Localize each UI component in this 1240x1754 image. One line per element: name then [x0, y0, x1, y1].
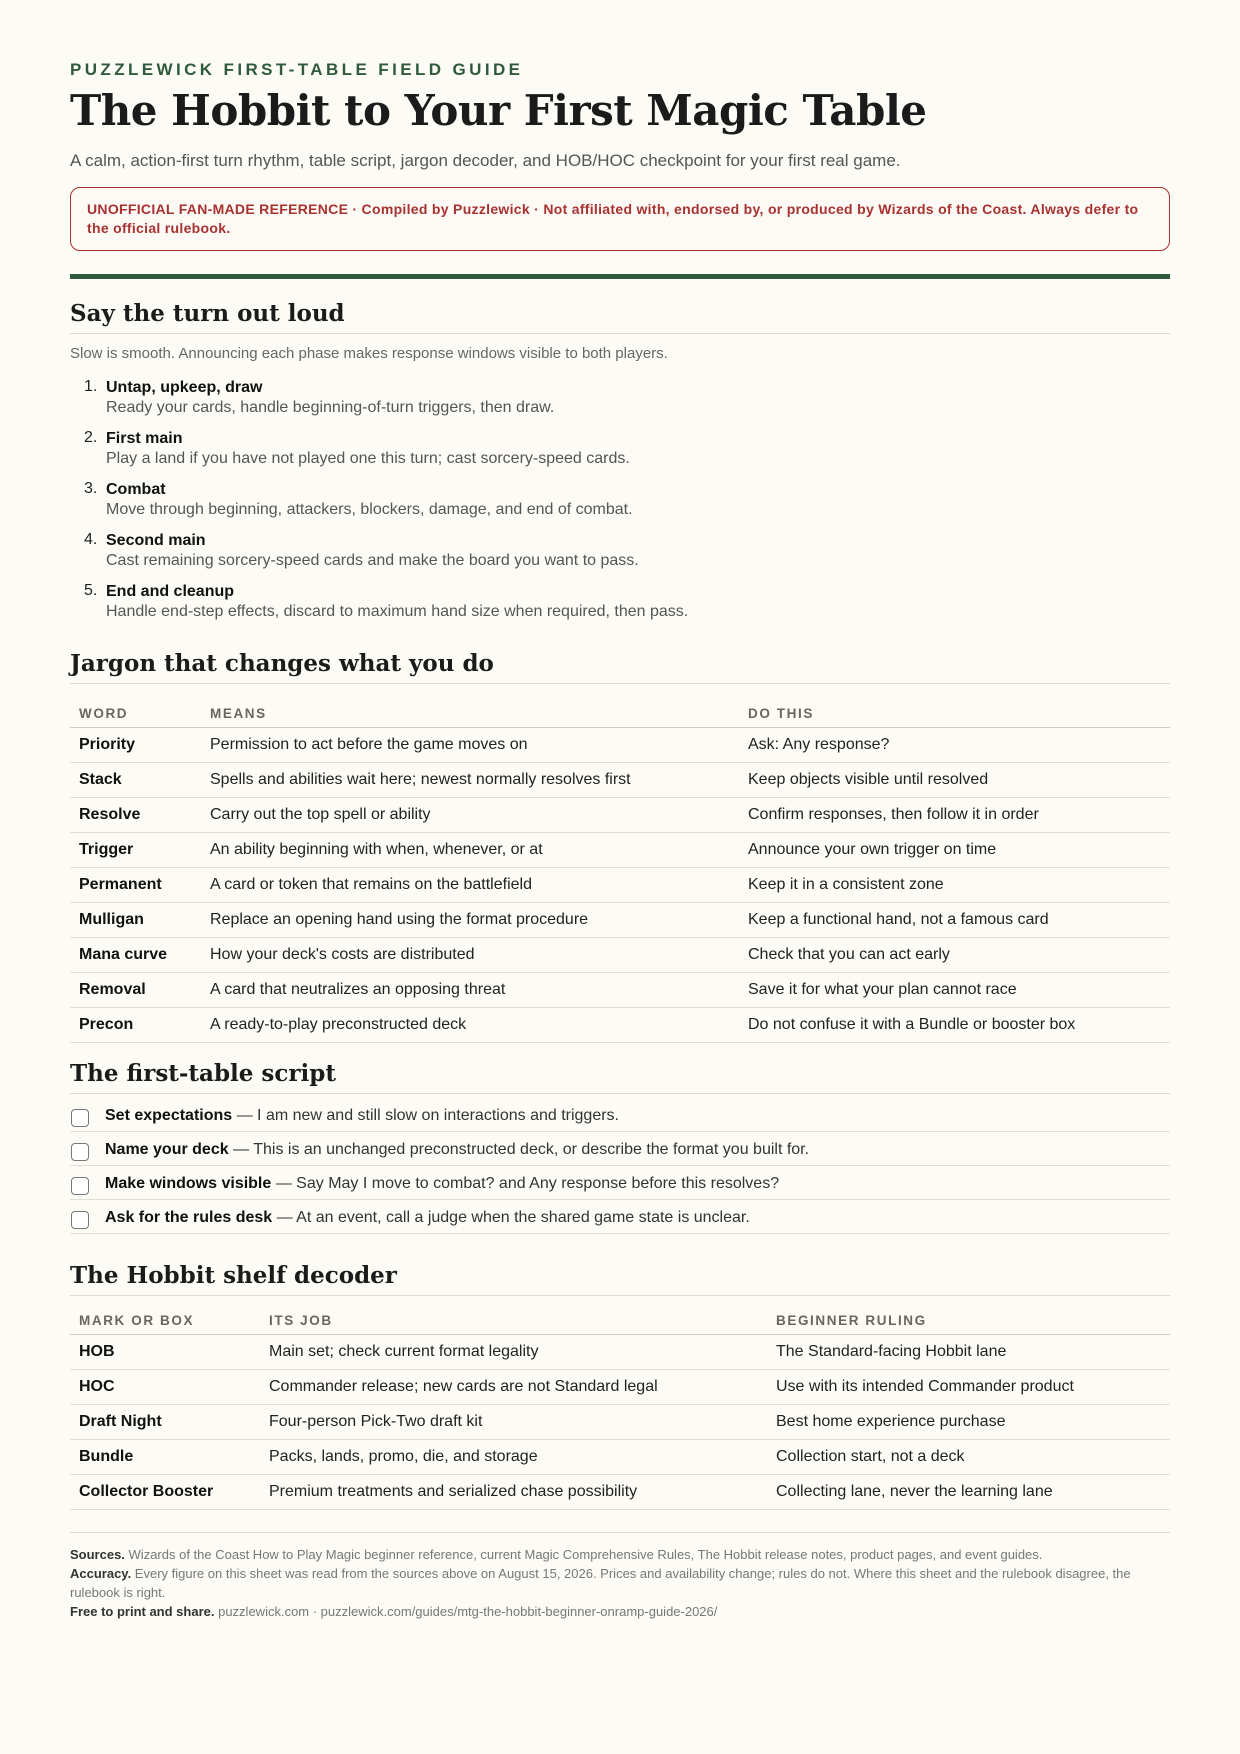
ruling-cell: Use with its intended Commander product: [767, 1369, 1170, 1404]
checklist-label: Make windows visible: [105, 1175, 272, 1192]
checklist-label: Set expectations: [105, 1107, 233, 1124]
ruling-cell: Best home experience purchase: [767, 1404, 1170, 1439]
job-cell: Four-person Pick-Two draft kit: [260, 1404, 767, 1439]
step-number: 2.: [84, 429, 98, 446]
turn-heading: Say the turn out loud: [70, 300, 1170, 334]
action-cell: Keep it in a consistent zone: [739, 867, 1170, 902]
shelf-heading: The Hobbit shelf decoder: [70, 1262, 1170, 1296]
term-cell: Stack: [70, 762, 201, 797]
checkbox[interactable]: [71, 1177, 89, 1195]
turn-step: [84, 378, 688, 429]
step-number: 5.: [84, 582, 98, 599]
job-cell: Packs, lands, promo, die, and storage: [260, 1439, 767, 1474]
step-title: Untap, upkeep, draw: [106, 379, 263, 396]
mark-cell: Bundle: [70, 1439, 260, 1474]
job-cell: Premium treatments and serialized chase possibility: [260, 1474, 767, 1509]
action-cell: Ask: Any response?: [739, 727, 1170, 762]
meaning-cell: Replace an opening hand using the format procedure: [201, 902, 739, 937]
share-text[interactable]: puzzlewick.com · puzzlewick.com/guides/mtg-the-hobbit-beginner-onramp-guide-2026/: [214, 1604, 718, 1619]
shelf-table: [70, 1299, 1170, 1510]
meaning-cell: A ready-to-play preconstructed deck: [201, 1007, 739, 1042]
column-header: DO THIS: [739, 692, 1170, 727]
footer-accuracy: [70, 1564, 1170, 1602]
step-number: 4.: [84, 531, 98, 548]
meaning-cell: Spells and abilities wait here; newest normally resolves first: [201, 762, 739, 797]
mark-cell: Draft Night: [70, 1404, 260, 1439]
term-cell: Precon: [70, 1007, 201, 1042]
step-number: 1.: [84, 378, 98, 395]
action-cell: Keep objects visible until resolved: [739, 762, 1170, 797]
table-row: [70, 902, 1170, 937]
turn-step: [84, 429, 688, 480]
mark-cell: HOC: [70, 1369, 260, 1404]
checkbox[interactable]: [71, 1109, 89, 1127]
accuracy-label: Accuracy.: [70, 1566, 132, 1581]
table-row: [70, 867, 1170, 902]
table-row: [70, 1404, 1170, 1439]
table-header-row: [70, 1299, 1170, 1334]
table-header-row: [70, 692, 1170, 727]
table-row: [70, 832, 1170, 867]
meaning-cell: A card that neutralizes an opposing threat: [201, 972, 739, 1007]
meaning-cell: An ability beginning with when, whenever, or at: [201, 832, 739, 867]
checklist-text: — At an event, call a judge when the shared game state is unclear.: [272, 1209, 750, 1226]
step-title: First main: [106, 430, 183, 447]
term-cell: Permanent: [70, 867, 201, 902]
sources-label: Sources.: [70, 1547, 125, 1562]
script-checklist: [70, 1098, 1170, 1234]
column-header: MARK OR BOX: [70, 1299, 260, 1334]
term-cell: Mana curve: [70, 937, 201, 972]
script-heading: The first-table script: [70, 1060, 1170, 1094]
turn-step: [84, 582, 689, 633]
table-row: [70, 797, 1170, 832]
checkbox[interactable]: [71, 1211, 89, 1229]
step-title: End and cleanup: [106, 583, 235, 600]
meaning-cell: Carry out the top spell or ability: [201, 797, 739, 832]
jargon-table: [70, 692, 1170, 1043]
step-title: Second main: [106, 532, 206, 549]
term-cell: Resolve: [70, 797, 201, 832]
step-description: Cast remaining sorcery-speed cards and make the board you want to pass.: [106, 552, 639, 569]
footer: [70, 1532, 1170, 1621]
turn-step: [84, 531, 688, 582]
job-cell: Commander release; new cards are not Standard legal: [260, 1369, 767, 1404]
term-cell: Priority: [70, 727, 201, 762]
action-cell: Check that you can act early: [739, 937, 1170, 972]
step-description: Ready your cards, handle beginning-of-turn triggers, then draw.: [106, 399, 555, 416]
ruling-cell: The Standard-facing Hobbit lane: [767, 1334, 1170, 1369]
jargon-heading: Jargon that changes what you do: [70, 650, 1170, 684]
action-cell: Keep a functional hand, not a famous card: [739, 902, 1170, 937]
checklist-text: — This is an unchanged preconstructed deck, or describe the format you built for.: [228, 1141, 810, 1158]
sources-text: Wizards of the Coast How to Play Magic beginner reference, current Magic Comprehensive Rules, The Hobbit release notes, product pages, and event guides.: [124, 1547, 1043, 1562]
accuracy-text: Every figure on this sheet was read from the sources above on August 15, 2026. Prices and availability change; rules do not. Where this sheet and the rulebook disagree, the rulebook is right.: [70, 1566, 1131, 1600]
table-row: [70, 1007, 1170, 1042]
step-title: Combat: [106, 481, 166, 498]
term-cell: Mulligan: [70, 902, 201, 937]
table-row: [70, 1369, 1170, 1404]
column-header: MEANS: [201, 692, 739, 727]
checklist-item: [70, 1132, 1170, 1166]
disclaimer-notice: UNOFFICIAL FAN-MADE REFERENCE · Compiled by Puzzlewick · Not affiliated with, endorsed by, or produced by Wizards of the Coast. Always defer to the official rulebook.: [70, 187, 1170, 251]
turn-lede: Slow is smooth. Announcing each phase makes response windows visible to both players.: [70, 345, 668, 362]
meaning-cell: Permission to act before the game moves on: [201, 727, 739, 762]
column-header: BEGINNER RULING: [767, 1299, 1170, 1334]
step-number: 3.: [84, 480, 98, 497]
checklist-text: — I am new and still slow on interactions and triggers.: [232, 1107, 619, 1124]
meaning-cell: A card or token that remains on the battlefield: [201, 867, 739, 902]
checklist-item: [70, 1200, 1170, 1234]
mark-cell: HOB: [70, 1334, 260, 1369]
column-header: WORD: [70, 692, 201, 727]
table-row: [70, 1474, 1170, 1509]
meaning-cell: How your deck's costs are distributed: [201, 937, 739, 972]
header-divider: [70, 274, 1170, 279]
checkbox[interactable]: [71, 1143, 89, 1161]
footer-sources: [70, 1545, 1170, 1564]
page-title: The Hobbit to Your First Magic Table: [70, 86, 927, 135]
table-row: [70, 1439, 1170, 1474]
action-cell: Announce your own trigger on time: [739, 832, 1170, 867]
turn-steps-list: [84, 378, 689, 633]
column-header: ITS JOB: [260, 1299, 767, 1334]
ruling-cell: Collecting lane, never the learning lane: [767, 1474, 1170, 1509]
table-row: [70, 727, 1170, 762]
page-subtitle: A calm, action-first turn rhythm, table script, jargon decoder, and HOB/HOC checkpoint for your first real game.: [70, 151, 901, 170]
checklist-text: — Say May I move to combat? and Any response before this resolves?: [271, 1175, 780, 1192]
term-cell: Trigger: [70, 832, 201, 867]
turn-step: [84, 480, 688, 531]
checklist-label: Name your deck: [105, 1141, 229, 1158]
action-cell: Do not confuse it with a Bundle or booster box: [739, 1007, 1170, 1042]
table-row: [70, 1334, 1170, 1369]
footer-share: [70, 1602, 1170, 1621]
term-cell: Removal: [70, 972, 201, 1007]
table-row: [70, 972, 1170, 1007]
table-row: [70, 762, 1170, 797]
table-row: [70, 937, 1170, 972]
ruling-cell: Collection start, not a deck: [767, 1439, 1170, 1474]
step-description: Move through beginning, attackers, blockers, damage, and end of combat.: [106, 501, 633, 518]
step-description: Handle end-step effects, discard to maximum hand size when required, then pass.: [106, 603, 689, 620]
checklist-item: [70, 1166, 1170, 1200]
action-cell: Save it for what your plan cannot race: [739, 972, 1170, 1007]
step-description: Play a land if you have not played one this turn; cast sorcery-speed cards.: [106, 450, 630, 467]
share-label: Free to print and share.: [70, 1604, 215, 1619]
job-cell: Main set; check current format legality: [260, 1334, 767, 1369]
kicker: PUZZLEWICK FIRST-TABLE FIELD GUIDE: [70, 60, 524, 79]
action-cell: Confirm responses, then follow it in order: [739, 797, 1170, 832]
checklist-label: Ask for the rules desk: [105, 1209, 273, 1226]
mark-cell: Collector Booster: [70, 1474, 260, 1509]
checklist-item: [70, 1098, 1170, 1132]
